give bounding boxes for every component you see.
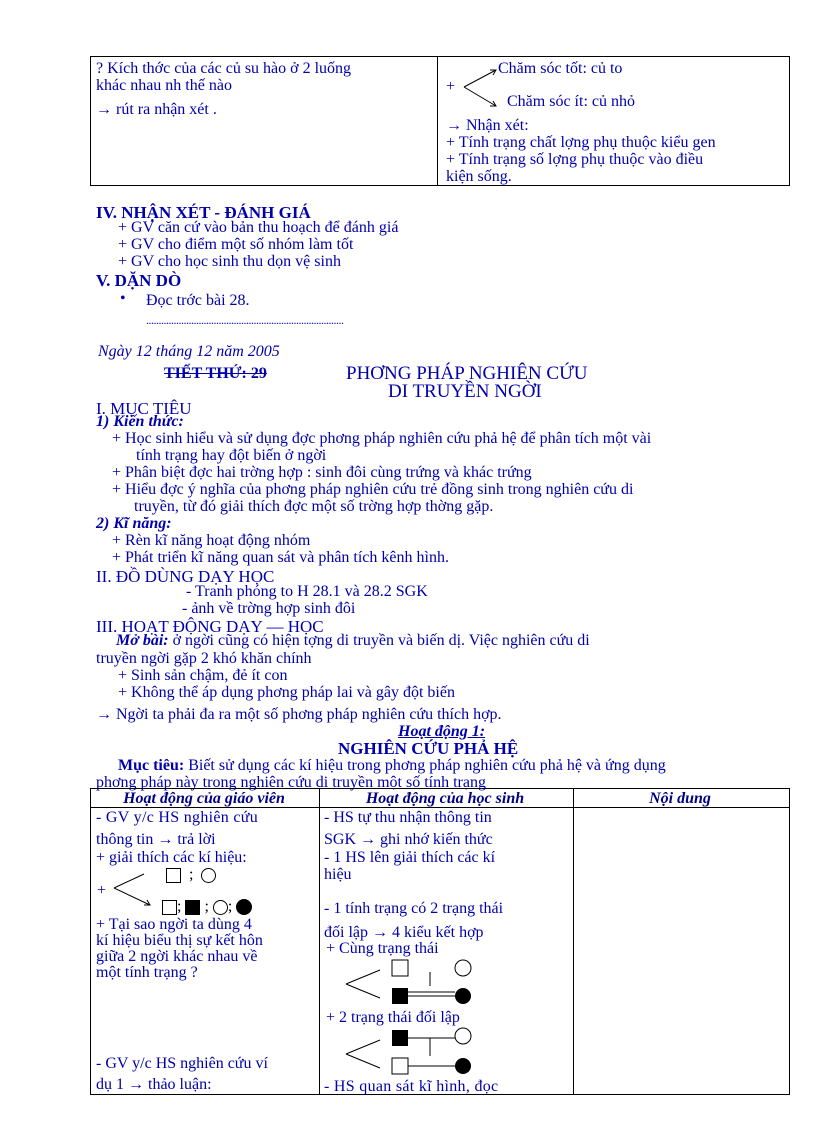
pedigree-opposite-state-icon: [340, 1026, 480, 1078]
symbols-row-1: ;: [166, 866, 216, 884]
question-line-3: → rút ra nhận xét .: [96, 101, 217, 118]
arrow-right-icon: →: [157, 831, 174, 848]
gv-line-7: một tính trạng ?: [96, 964, 198, 981]
header-content: Nội dung: [649, 790, 711, 807]
goal-line-2: phơng pháp này trong nghiên cứu di truyền một số tính trạng: [96, 774, 486, 791]
symbols-plus: +: [97, 882, 107, 899]
header-student: Hoạt động của học sinh: [365, 790, 525, 807]
male-square-icon: [166, 868, 181, 883]
knowledge-title: 1) Kiến thức:: [96, 413, 184, 430]
gv-line-2: thông tin → trả lời: [96, 831, 216, 848]
remark-line-4: kiện sống.: [446, 168, 512, 185]
hs-line-7: + Cùng trạng thái: [326, 940, 439, 957]
arrow-right-icon: →: [96, 706, 112, 723]
arrow-right-icon: →: [360, 831, 377, 848]
activities-title: III. HOẠT ĐỘNG DẠY — HỌC: [96, 617, 324, 636]
knowledge-item-1b: tính trạng hay đột biến ở ngời: [136, 447, 327, 464]
gv-line-8: - GV y/c HS nghiên cứu ví: [96, 1055, 268, 1072]
section5-title: V. DẶN DÒ: [96, 271, 182, 290]
lesson-title-1: PHƠNG PHÁP NGHIÊN CỨU: [346, 363, 588, 384]
col-divider-1: [319, 789, 320, 1094]
affected-male-icon: [185, 900, 200, 915]
hs-line-9: - HS quan sát kĩ hình, đọc: [324, 1078, 499, 1095]
arrow-right-icon: →: [372, 924, 388, 941]
gv-line-6: giữa 2 ngời khác nhau về: [96, 948, 258, 965]
dotted-line: ...............................................................................: [146, 313, 344, 327]
arrow-right-icon: →: [128, 1076, 144, 1093]
hs-line-2: SGK → ghi nhớ kiến thức: [324, 831, 493, 848]
intro-line-2: truyền ngời gặp 2 khó khăn chính: [96, 650, 312, 667]
question-line-1: ? Kích thớc của các củ su hào ở 2 luống: [96, 60, 352, 77]
lesson-number: TIẾT THỨ: 29: [164, 365, 267, 382]
branch-arrows-icon: [460, 66, 500, 116]
section4-item-1: + GV căn cứ vào bản thu hoạch để đánh giá: [118, 219, 399, 236]
hs-line-4: hiệu: [324, 866, 352, 883]
intro-item-1: + Sinh sản chậm, đẻ ít con: [118, 667, 288, 684]
pedigree-same-state-icon: [340, 956, 480, 1008]
skills-item-2: + Phát triển kĩ năng quan sát và phân tích kênh hình.: [112, 549, 449, 566]
intro-item-2: + Không thể áp dụng phơng pháp lai và gây đột biến: [118, 684, 455, 701]
activity-title: NGHIÊN CỨU PHẢ HỆ: [338, 739, 519, 758]
gv-line-4: + Tại sao ngời ta dùng 4: [96, 916, 252, 933]
materials-title: II. ĐỒ DÙNG DẠY HỌC: [96, 567, 275, 586]
arrow-right-icon: →: [96, 101, 112, 118]
top-table-divider: [437, 57, 438, 185]
knowledge-item-3: + Hiểu đợc ý nghĩa của phơng pháp nghiên cứu trẻ đồng sinh trong nghiên cứu di: [112, 481, 634, 498]
hs-line-6: đối lập → 4 kiểu kết hợp: [324, 924, 484, 941]
male-square-icon: [162, 900, 177, 915]
affected-female-icon: [236, 899, 252, 915]
materials-item-2: - ảnh về trờng hợp sinh đôi: [182, 600, 356, 617]
gv-line-9: dụ 1 → thảo luận:: [96, 1076, 212, 1093]
lesson-title-2: DI TRUYỀN NGỜI: [388, 381, 542, 402]
knowledge-item-2: + Phân biệt đợc hai trờng hợp : sinh đôi cùng trứng và khác trứng: [112, 464, 532, 481]
objectives-title: I. MỤC TIÊU: [96, 399, 192, 418]
intro-line-1: Mở bài: ở ngời cũng có hiện tợng di truyền và biến dị. Việc nghiên cứu di: [116, 632, 590, 649]
skills-item-1: + Rèn kĩ năng hoạt động nhóm: [112, 532, 311, 549]
remark-line-3: + Tính trạng số lợng phụ thuộc vào điều: [446, 151, 704, 168]
bullet-icon: •: [120, 290, 126, 307]
knowledge-item-3b: truyền, từ đó giải thích đợc một số trờng hợp thờng gặp.: [134, 498, 494, 515]
hs-line-1: - HS tự thu nhận thông tin: [324, 809, 492, 826]
symbols-branch-icon: [110, 872, 155, 912]
remark-line-2: + Tính trạng chất lợng phụ thuộc kiểu gen: [446, 134, 716, 151]
col-divider-2: [573, 789, 574, 1094]
branch-plus: +: [446, 78, 456, 95]
gv-line-1: - GV y/c HS nghiên cứu: [96, 809, 259, 826]
female-circle-icon: [213, 900, 228, 915]
hs-line-8: + 2 trạng thái đối lập: [326, 1009, 460, 1026]
symbols-row-2: ; ; ;: [162, 898, 252, 916]
activity-label: Hoạt động 1:: [398, 723, 486, 740]
knowledge-item-1: + Học sinh hiểu và sử dụng đợc phơng pháp nghiên cứu phả hệ để phân tích một vài: [112, 430, 652, 447]
goal-line-1: Mục tiêu: Biết sử dụng các kí hiệu trong phơng pháp nghiên cứu phả hệ và ứng dụng: [118, 757, 666, 774]
conclusion-line: → Ngời ta phải đa ra một số phơng pháp nghiên cứu thích hợp.: [96, 706, 502, 723]
section5-bullet: Đọc trớc bài 28.: [146, 292, 250, 309]
section4-item-2: + GV cho điểm một số nhóm làm tốt: [118, 236, 354, 253]
skills-title: 2) Kĩ năng:: [96, 515, 172, 532]
female-circle-icon: [201, 868, 216, 883]
remark-line-1: → Nhận xét:: [446, 117, 529, 134]
gv-line-3: + giải thích các kí hiệu:: [96, 849, 247, 866]
gv-line-5: kí hiệu biểu thị sự kết hôn: [96, 932, 263, 949]
question-line-2: khác nhau nh thế nào: [96, 77, 232, 94]
section4-item-3: + GV cho học sinh thu dọn vệ sinh: [118, 253, 341, 270]
hs-line-5: - 1 tính trạng có 2 trạng thái: [324, 900, 504, 917]
materials-item-1: - Tranh phóng to H 28.1 và 28.2 SGK: [186, 583, 428, 600]
header-teacher: Hoạt động của giáo viên: [123, 790, 285, 807]
lesson-date: Ngày 12 tháng 12 năm 2005: [98, 343, 280, 360]
section4-title: IV. NHẬN XÉT - ĐÁNH GIÁ: [96, 203, 311, 222]
hs-line-3: - 1 HS lên giải thích các kí: [324, 849, 496, 866]
care-little: Chăm sóc ít: củ nhỏ: [507, 93, 635, 110]
care-good: Chăm sóc tốt: củ to: [498, 60, 623, 77]
arrow-right-icon: →: [446, 117, 462, 134]
